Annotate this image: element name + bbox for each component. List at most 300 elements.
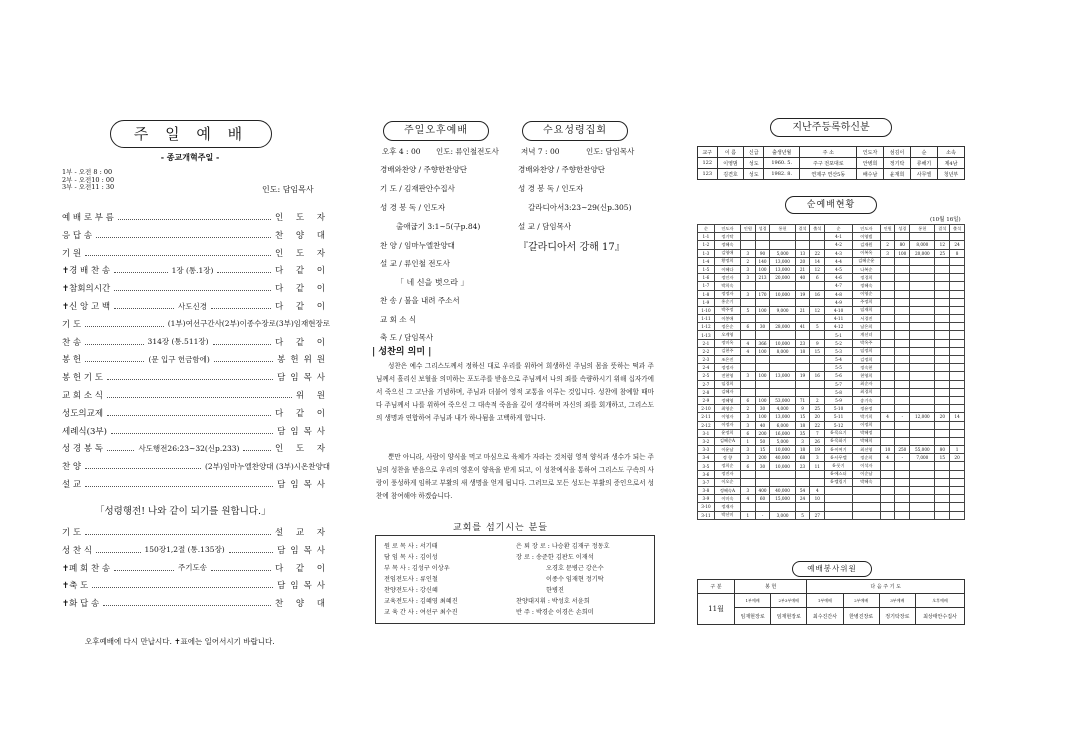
status-cell: 5-8 bbox=[825, 388, 853, 396]
status-cell bbox=[935, 323, 950, 331]
status-cell: 12 bbox=[810, 265, 825, 273]
order-row bbox=[62, 478, 330, 490]
status-cell: 2-1 bbox=[698, 339, 715, 347]
order-label: 찬 송 bbox=[62, 337, 82, 348]
status-row bbox=[698, 306, 965, 314]
status-cell bbox=[895, 347, 910, 355]
order-person: 설 교 자 bbox=[274, 528, 330, 538]
status-cell: 366 bbox=[755, 339, 770, 347]
duty-sub: 오후예배 bbox=[915, 594, 964, 608]
status-cell: 6 bbox=[741, 323, 756, 331]
status-cell: 김영애 bbox=[714, 249, 740, 257]
status-row bbox=[698, 487, 965, 495]
status-cell: 80 bbox=[935, 446, 950, 454]
status-cell: 5-1 bbox=[825, 331, 853, 339]
status-title: 순예배현황 bbox=[785, 196, 877, 214]
status-cell: 1 bbox=[950, 446, 965, 454]
duty-sub: 2부3부예배 bbox=[771, 594, 807, 608]
status-cell: 4 bbox=[741, 339, 756, 347]
order-row bbox=[62, 526, 330, 538]
order-row bbox=[62, 264, 330, 276]
wednesday-leader: 인도: 담임목사 bbox=[586, 147, 635, 156]
dotted-leader bbox=[85, 321, 164, 327]
status-cell: 3-7 bbox=[698, 478, 715, 486]
status-cell: - bbox=[755, 511, 770, 519]
header-cell: 출생년월 bbox=[763, 147, 799, 158]
status-cell bbox=[810, 470, 825, 478]
status-row bbox=[698, 257, 965, 265]
status-cell: 3-3 bbox=[698, 446, 715, 454]
status-cell bbox=[880, 347, 895, 355]
status-cell: 19 bbox=[795, 290, 810, 298]
status-cell bbox=[852, 503, 880, 511]
status-cell bbox=[950, 290, 965, 298]
header-cell: 결석 bbox=[795, 225, 810, 233]
order-detail: 주기도송 bbox=[178, 563, 208, 573]
status-cell bbox=[950, 265, 965, 273]
status-cell bbox=[770, 331, 795, 339]
status-cell bbox=[795, 298, 810, 306]
status-cell: 1 bbox=[741, 511, 756, 519]
status-cell: 6-에스더 bbox=[825, 470, 853, 478]
status-cell: 6-룻기 bbox=[825, 462, 853, 470]
status-cell: 이석자 bbox=[852, 462, 880, 470]
status-cell: 3-10 bbox=[698, 503, 715, 511]
status-cell: 6-이여기 bbox=[825, 446, 853, 454]
status-cell bbox=[910, 331, 935, 339]
header-cell: 인원 bbox=[880, 225, 895, 233]
status-cell: 계선녀 bbox=[852, 331, 880, 339]
status-cell: 68 bbox=[795, 454, 810, 462]
dotted-leader bbox=[114, 285, 271, 291]
status-cell: 18 bbox=[795, 421, 810, 429]
status-cell: 이윤남 bbox=[714, 446, 740, 454]
status-cell: 3-8 bbox=[698, 487, 715, 495]
status-cell: 5 bbox=[810, 323, 825, 331]
status-cell: 이정자 bbox=[714, 421, 740, 429]
status-cell bbox=[950, 233, 965, 241]
status-cell: 정순희 bbox=[852, 454, 880, 462]
header-cell: 순 bbox=[911, 147, 938, 158]
status-cell: 3 bbox=[795, 437, 810, 445]
status-cell: 8,000 bbox=[910, 241, 935, 249]
status-cell: 4-4 bbox=[825, 257, 853, 265]
server-line: 교육전도사 : 김혜영 최혜진 bbox=[384, 598, 458, 605]
status-cell bbox=[880, 503, 895, 511]
status-cell bbox=[935, 511, 950, 519]
status-row bbox=[698, 413, 965, 421]
status-cell: 15 bbox=[810, 347, 825, 355]
status-cell: 3 bbox=[741, 274, 756, 282]
header-cell: 신급 bbox=[744, 147, 764, 158]
status-cell: 송기숙 bbox=[852, 396, 880, 404]
newcomer-cell: 배수남 bbox=[857, 169, 884, 180]
status-cell: 170 bbox=[755, 290, 770, 298]
status-cell bbox=[810, 233, 825, 241]
header-cell: 교구 bbox=[698, 147, 718, 158]
status-cell bbox=[895, 421, 910, 429]
status-cell: 9 bbox=[810, 339, 825, 347]
status-cell: 15 bbox=[795, 413, 810, 421]
status-cell bbox=[950, 372, 965, 380]
status-cell bbox=[741, 388, 756, 396]
status-cell: 황정희 bbox=[714, 257, 740, 265]
left-leader: 인도: 담임목사 bbox=[262, 185, 314, 194]
status-cell bbox=[910, 396, 935, 404]
status-cell: 정미옥 bbox=[714, 339, 740, 347]
status-cell bbox=[895, 315, 910, 323]
status-cell bbox=[810, 364, 825, 372]
newcomer-row bbox=[698, 158, 965, 169]
status-cell: 14 bbox=[950, 413, 965, 421]
status-cell bbox=[910, 405, 935, 413]
status-cell: 임경희 bbox=[714, 380, 740, 388]
status-cell: 정경희 bbox=[852, 274, 880, 282]
order-row bbox=[62, 318, 330, 330]
status-cell: 13,000 bbox=[770, 257, 795, 265]
status-cell bbox=[770, 298, 795, 306]
newcomer-cell: 주구 전포대로 bbox=[800, 158, 857, 169]
order-row bbox=[62, 579, 330, 591]
status-cell: 10 bbox=[880, 446, 895, 454]
status-cell: 최순자 bbox=[852, 380, 880, 388]
status-row bbox=[698, 405, 965, 413]
header-cell: 순 bbox=[825, 225, 853, 233]
status-cell: 2-5 bbox=[698, 372, 715, 380]
order-row bbox=[62, 597, 330, 609]
status-cell bbox=[950, 315, 965, 323]
status-cell: 2-4 bbox=[698, 364, 715, 372]
status-cell: 14 bbox=[810, 257, 825, 265]
status-cell bbox=[795, 470, 810, 478]
duty-cell: 한병진장로 bbox=[843, 608, 879, 625]
status-cell bbox=[755, 241, 770, 249]
status-cell: 30 bbox=[755, 323, 770, 331]
status-cell: 26 bbox=[810, 437, 825, 445]
status-cell: 5 bbox=[795, 511, 810, 519]
status-cell: 16,000 bbox=[770, 429, 795, 437]
status-cell bbox=[950, 356, 965, 364]
status-cell bbox=[950, 405, 965, 413]
status-cell: 20 bbox=[935, 413, 950, 421]
status-cell bbox=[880, 364, 895, 372]
server-line: 원 로 목 사 : 서기태 bbox=[384, 543, 438, 550]
order-label: 기 도 bbox=[62, 319, 82, 330]
order-label: 교 회 소 식 bbox=[62, 391, 103, 401]
status-cell: 3 bbox=[741, 487, 756, 495]
status-cell: 4 bbox=[741, 495, 756, 503]
status-cell: 6 bbox=[810, 274, 825, 282]
status-cell bbox=[880, 339, 895, 347]
status-cell: 4-6 bbox=[825, 274, 853, 282]
status-cell: 임정희 bbox=[852, 347, 880, 355]
status-cell bbox=[910, 298, 935, 306]
status-row bbox=[698, 249, 965, 257]
order-detail: (2부)임마누엘찬양대 (3부)시온찬양대 bbox=[204, 461, 330, 471]
status-cell bbox=[895, 396, 910, 404]
status-cell: 200 bbox=[755, 429, 770, 437]
newcomer-cell: 성도 bbox=[744, 158, 764, 169]
server-line: 부 목 사 : 김성구 이상우 bbox=[384, 565, 450, 572]
status-cell: 4 bbox=[880, 413, 895, 421]
order-row bbox=[62, 353, 330, 365]
order-person: 담임목사 bbox=[277, 581, 330, 592]
status-cell: 4-7 bbox=[825, 282, 853, 290]
status-cell: 5-4 bbox=[825, 356, 853, 364]
status-cell: 이정희 bbox=[852, 421, 880, 429]
status-cell: 주정희 bbox=[852, 298, 880, 306]
status-cell: 홍순기 bbox=[714, 298, 740, 306]
status-cell bbox=[950, 478, 965, 486]
status-cell: 16 bbox=[810, 372, 825, 380]
status-row bbox=[698, 470, 965, 478]
status-cell bbox=[950, 388, 965, 396]
afternoon-row: 찬 송 / 불을 내려 주소서 bbox=[380, 296, 460, 305]
status-cell: 박혜정 bbox=[852, 429, 880, 437]
status-cell: 박혜희 bbox=[852, 437, 880, 445]
status-cell: 박혜숙 bbox=[852, 478, 880, 486]
status-cell bbox=[910, 503, 935, 511]
status-cell bbox=[880, 331, 895, 339]
status-cell bbox=[910, 495, 935, 503]
newcomer-cell: 123 bbox=[698, 169, 718, 180]
status-cell bbox=[741, 298, 756, 306]
status-cell bbox=[950, 437, 965, 445]
status-cell: 200 bbox=[755, 454, 770, 462]
status-cell bbox=[950, 274, 965, 282]
duty-header-prayer: 다 음 주 기 도 bbox=[807, 580, 965, 594]
servers-box bbox=[375, 535, 655, 624]
order-label: 성 경 봉 독 bbox=[62, 444, 103, 455]
newcomer-cell: 류해기 bbox=[911, 158, 938, 169]
status-cell bbox=[935, 331, 950, 339]
status-cell bbox=[910, 339, 935, 347]
status-cell: 정진자 bbox=[714, 470, 740, 478]
status-cell bbox=[755, 470, 770, 478]
status-cell: 2-2 bbox=[698, 347, 715, 355]
order-row bbox=[62, 336, 330, 348]
duty-cell: 임재현장로 bbox=[771, 608, 807, 625]
status-cell: 1-1 bbox=[698, 233, 715, 241]
afternoon-row: 기 도 / 김재판안수집사 bbox=[380, 184, 455, 193]
status-row bbox=[698, 282, 965, 290]
status-cell: 1-3 bbox=[698, 249, 715, 257]
dotted-leader bbox=[229, 547, 273, 553]
status-row bbox=[698, 446, 965, 454]
status-cell: 22 bbox=[810, 249, 825, 257]
duty-sub: 1부예배 bbox=[735, 594, 771, 608]
status-cell bbox=[880, 265, 895, 273]
status-cell: 7,000 bbox=[910, 454, 935, 462]
status-cell bbox=[895, 503, 910, 511]
status-cell: 정정자 bbox=[714, 364, 740, 372]
time-1: 1부 - 오전 8 : 00 bbox=[62, 168, 113, 176]
status-cell: 박주정 bbox=[714, 306, 740, 314]
status-cell bbox=[935, 495, 950, 503]
status-cell bbox=[880, 380, 895, 388]
status-row bbox=[698, 421, 965, 429]
header-cell: 주 소 bbox=[800, 147, 857, 158]
status-cell: 김재원 bbox=[852, 241, 880, 249]
dotted-leader bbox=[85, 356, 144, 362]
status-cell bbox=[910, 290, 935, 298]
status-cell bbox=[880, 462, 895, 470]
status-cell bbox=[935, 339, 950, 347]
status-cell: 5 bbox=[741, 306, 756, 314]
time-2: 2부 - 오전10 : 00 bbox=[62, 175, 115, 184]
status-cell bbox=[935, 306, 950, 314]
status-cell: 3 bbox=[741, 249, 756, 257]
status-cell: 김혜자 bbox=[714, 388, 740, 396]
status-cell: 100 bbox=[755, 265, 770, 273]
status-cell: 이복옥 bbox=[852, 249, 880, 257]
header-cell: 성경 bbox=[895, 225, 910, 233]
status-cell: 오계영 bbox=[714, 331, 740, 339]
status-cell: 6,000 bbox=[770, 421, 795, 429]
status-row bbox=[698, 298, 965, 306]
order-row bbox=[62, 562, 330, 574]
dotted-leader bbox=[92, 582, 273, 588]
left-title: 주 일 예 배 bbox=[110, 120, 272, 148]
status-cell: 50 bbox=[755, 437, 770, 445]
status-cell bbox=[810, 503, 825, 511]
status-cell bbox=[880, 437, 895, 445]
status-cell bbox=[880, 356, 895, 364]
status-cell bbox=[935, 462, 950, 470]
status-cell bbox=[895, 405, 910, 413]
status-cell bbox=[935, 356, 950, 364]
status-cell: 10,000 bbox=[770, 339, 795, 347]
status-cell bbox=[795, 478, 810, 486]
status-cell bbox=[935, 380, 950, 388]
status-cell bbox=[880, 511, 895, 519]
afternoon-row: 「 네 신을 벗으라 」 bbox=[396, 278, 469, 287]
order-row bbox=[62, 389, 330, 401]
order-detail: (1부)여선구간사(2부)이종수장로(3부)임재현장로 bbox=[167, 319, 330, 329]
duty-title: 예배봉사위원 bbox=[792, 561, 872, 577]
status-cell bbox=[950, 429, 965, 437]
status-cell: 3-1 bbox=[698, 429, 715, 437]
status-cell: 6 bbox=[741, 396, 756, 404]
status-cell bbox=[895, 487, 910, 495]
header-cell: 성경 bbox=[755, 225, 770, 233]
status-cell bbox=[741, 364, 756, 372]
status-cell bbox=[910, 315, 935, 323]
status-cell bbox=[810, 241, 825, 249]
status-cell: 3 bbox=[741, 454, 756, 462]
status-cell: 100 bbox=[755, 372, 770, 380]
status-cell: 4-3 bbox=[825, 249, 853, 257]
wednesday-time: 저녁 7 : 00 bbox=[521, 147, 560, 156]
wednesday-title: 수요성령집회 bbox=[522, 121, 628, 141]
servers-left bbox=[384, 541, 458, 618]
status-cell bbox=[825, 511, 853, 519]
status-cell bbox=[880, 421, 895, 429]
status-row bbox=[698, 331, 965, 339]
status-cell bbox=[935, 429, 950, 437]
header-cell: 순 bbox=[698, 225, 715, 233]
order-label: ✝화 답 송 bbox=[62, 599, 100, 610]
duty-header-type: 구 분 bbox=[698, 580, 735, 594]
status-cell bbox=[935, 282, 950, 290]
status-cell: 김혜순A bbox=[714, 437, 740, 445]
order-person: 인 도 자 bbox=[274, 213, 330, 223]
duty-sub: 3부예배 bbox=[879, 594, 915, 608]
status-cell: 16 bbox=[810, 290, 825, 298]
status-cell: 최영순 bbox=[714, 405, 740, 413]
order-person: 다 같 이 bbox=[274, 563, 331, 574]
status-cell bbox=[895, 478, 910, 486]
status-cell: 4-10 bbox=[825, 306, 853, 314]
order-detail: 사도신경 bbox=[178, 301, 208, 311]
status-cell bbox=[910, 274, 935, 282]
order-person: 인 도 자 bbox=[274, 248, 330, 259]
status-cell bbox=[770, 470, 795, 478]
order-person: 다 같 이 bbox=[274, 266, 330, 277]
status-cell bbox=[895, 372, 910, 380]
status-cell: 100 bbox=[755, 306, 770, 314]
status-cell bbox=[770, 241, 795, 249]
status-cell: 5-9 bbox=[825, 396, 853, 404]
status-cell: 22 bbox=[810, 421, 825, 429]
status-cell: 40 bbox=[795, 274, 810, 282]
order-row bbox=[62, 371, 330, 383]
status-cell: 100 bbox=[895, 249, 910, 257]
dotted-leader bbox=[85, 250, 271, 256]
status-row bbox=[698, 241, 965, 249]
status-cell bbox=[910, 478, 935, 486]
afternoon-time: 오후 4 : 00 bbox=[382, 147, 421, 156]
status-cell bbox=[810, 298, 825, 306]
status-cell: 1-5 bbox=[698, 265, 715, 273]
status-cell: 10,000 bbox=[770, 290, 795, 298]
status-cell: 1-9 bbox=[698, 298, 715, 306]
server-line: 찬양전도사 : 강신혜 bbox=[384, 587, 438, 594]
status-cell: 윤정희 bbox=[714, 429, 740, 437]
status-cell bbox=[935, 290, 950, 298]
server-line: 교 육 간 사 : 여선구 최수진 bbox=[384, 609, 458, 616]
afternoon-row: 축 도 / 담임목사 bbox=[380, 333, 434, 342]
status-cell: 2-8 bbox=[698, 388, 715, 396]
status-cell: 정재자 bbox=[714, 503, 740, 511]
status-row bbox=[698, 347, 965, 355]
status-cell bbox=[795, 380, 810, 388]
status-cell bbox=[770, 233, 795, 241]
status-row bbox=[698, 462, 965, 470]
status-cell bbox=[935, 233, 950, 241]
dotted-leader bbox=[107, 445, 134, 451]
status-cell bbox=[910, 487, 935, 495]
wednesday-row: 갈라디아서3:23~29(신p.305) bbox=[528, 203, 632, 212]
status-cell: 5-11 bbox=[825, 413, 853, 421]
status-cell: 1-13 bbox=[698, 331, 715, 339]
duty-sub: 1부예배 bbox=[807, 594, 843, 608]
status-cell: 2-7 bbox=[698, 380, 715, 388]
status-cell bbox=[741, 331, 756, 339]
order-label: ✝신 앙 고 백 bbox=[62, 302, 111, 312]
status-cell bbox=[741, 356, 756, 364]
order-row bbox=[62, 442, 330, 454]
status-cell: 30 bbox=[755, 405, 770, 413]
status-cell bbox=[910, 364, 935, 372]
status-cell bbox=[795, 388, 810, 396]
status-cell bbox=[880, 487, 895, 495]
status-cell: 100 bbox=[755, 347, 770, 355]
order-label: 설 교 bbox=[62, 480, 82, 490]
header-cell: 통헌 bbox=[770, 225, 795, 233]
status-cell: 24 bbox=[795, 495, 810, 503]
status-cell: 서경진 bbox=[852, 315, 880, 323]
